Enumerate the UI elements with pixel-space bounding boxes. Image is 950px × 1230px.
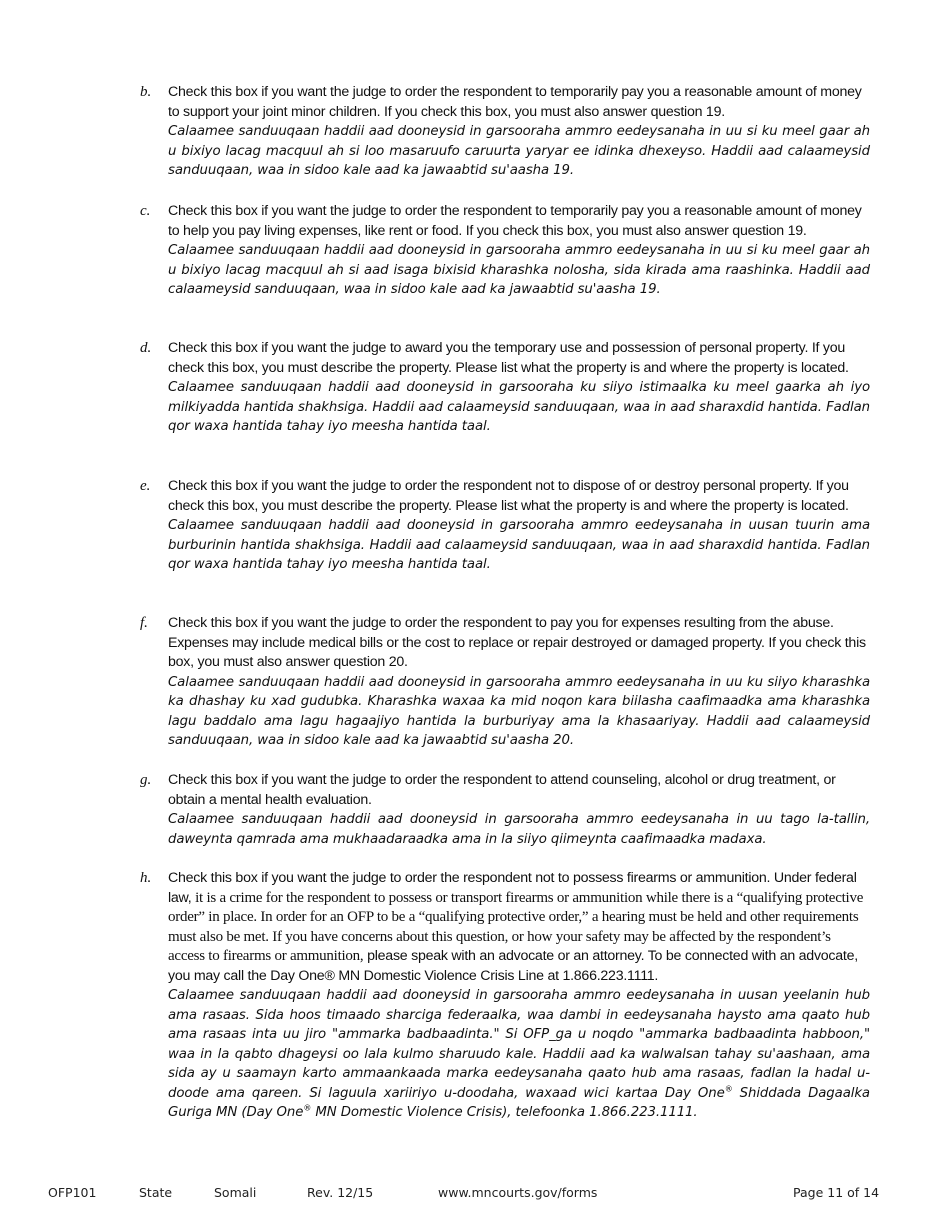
item-letter: c. [140,203,151,219]
item-english-text: Check this box if you want the judge to order the respondent to temporarily pay you a reasonable amount of money to support your joint minor children. If you check this box, you must also answer question 19. [168,84,862,120]
page-footer [0,1185,950,1203]
item-body [168,202,870,300]
item-body [168,771,870,849]
registered-mark: ® [303,1103,312,1113]
footer-jurisdiction: State [139,1185,173,1200]
item-letter: e. [140,478,151,494]
item-english-text: Check this box if you want the judge to order the respondent to pay you for expenses resulting from the abuse. Expenses may include medical bills or the cost to replace or repair destroyed or damaged property. If you check this box, you must also answer question 20. [168,615,866,670]
item-b [140,83,870,181]
english-text-serif-part: it is a crime for the respondent to possess or transport firearms or ammunition while there is a “qualifying protective order” in place. In order for an OFP to be a “qualifying protective order,” a hearing must be held and other requirements must also be met. If you have concerns about this question, or how your safety may be affected by the respondent’s access to firearms or ammunition, [168,889,864,964]
item-body [168,339,870,437]
item-english-text: Check this box if you want the judge to order the respondent to temporarily pay you a reasonable amount of money to help you pay living expenses, like rent or food. If you check this box, you must also answer question 19. [168,203,862,239]
item-somali-text: Calaamee sanduuqaan haddii aad dooneysid in garsooraha ammro eedeysanaha in uu si ku meel gaar ah u bixiyo lacag macquul ah si loo masaruufo caruurta yaryar ee idinka dhexeyso. Haddii aad calaameysid sanduuqaan, waa in sidoo kale aad ka jawaabtid su'aasha 19. [168,124,870,178]
item-letter: g. [140,772,152,788]
item-letter: h. [140,870,152,886]
footer-url: www.mncourts.gov/forms [438,1185,598,1200]
footer-revision: Rev. 12/15 [307,1185,374,1200]
item-body [168,869,870,1123]
item-somali-text: Calaamee sanduuqaan haddii aad dooneysid in garsooraha ammro eedeysanaha in uusan tuurin ama burburinin hantida shakhsiga. Haddii aad calaameysid sanduuqaan, waa in aad sharaxdid hantida. Fadlan qor waxa hantida tahay iyo meesha hantida taal. [168,518,870,572]
item-english-text [168,869,870,986]
registered-mark: ® [724,1084,733,1094]
item-h [140,869,870,1123]
english-text-part: please speak with an advocate or an attorney. To be connected with an advocate, you may call the Day One® MN Domestic Violence Crisis Line at 1.866.223.1111. [168,948,858,984]
item-g [140,771,870,849]
item-body [168,614,870,751]
item-letter: b. [140,84,152,100]
item-somali-text: Calaamee sanduuqaan haddii aad dooneysid in garsooraha ammro eedeysanaha in uu si ku meel gaar ah u bixiyo lacag macquul ah si aad isaga bixisid kharashka nolosha, sida kirada ama raashinka. Haddii aad calaameysid sanduuqaan, waa in sidoo kale aad ka jawaabtid su'aasha 19. [168,243,870,297]
item-english-text: Check this box if you want the judge to award you the temporary use and possession of personal property. If you check this box, you must describe the property. Please list what the property is and where the property is located. [168,340,849,376]
english-text-part: Check this box if you want the judge to order the respondent not to possess firearms or ammunition. Under federal law, [168,870,857,906]
item-letter: d. [140,340,152,356]
item-letter: f. [140,615,148,631]
somali-text-part: Calaamee sanduuqaan haddii aad dooneysid in garsooraha ammro eedeysanaha in uusan yeelanin hub ama rasaas. Sida hoos timaado sharciga federaalka, waa dambi in eedeysanaha haysto ama qaato hub ama rasaas inta uu jiro "ammarka badbaadinta." Si OFP_ga u noqdo "ammarka badbaadinta habboon," waa in la qabto dhageysi oo lala kulmo sharuudo kale. Haddii aad ka walwalsan tahay su'aashaan, ama sida ay u saamayn karto ammaankaada marka eedeysanaha qaato hub ama rasaas, fadlan la hadal u-doode ama qareen. Si laguula xariiriyo u-doodaha, waxaad wici kartaa Day One [168,988,870,1101]
item-e [140,477,870,575]
footer-page-number: Page 11 of 14 [793,1185,880,1200]
item-english-text: Check this box if you want the judge to order the respondent not to dispose of or destroy personal property. If you check this box, you must describe the property. Please list what the property is and where the property is located. [168,478,849,514]
item-somali-text: Calaamee sanduuqaan haddii aad dooneysid in garsooraha ku siiyo istimaalka ku meel gaarka ah iyo milkiyadda hantida shakhsiga. Haddii aad calaameysid sanduuqaan, waa in aad sharaxdid hantida. Fadlan qor waxa hantida tahay iyo meesha hantida taal. [168,380,870,434]
footer-language: Somali [214,1185,257,1200]
item-body [168,83,870,181]
footer-form-id: OFP101 [48,1185,97,1200]
item-somali-text: Calaamee sanduuqaan haddii aad dooneysid in garsooraha ammro eedeysanaha in uu ku siiyo kharashka ka dhashay ku xad gudubka. Kharashka waxaa ka mid noqon kara biilasha caafimaadka ama kharashka lagu baddalo ama lagu hagaajiyo hantida la burburiyay ama la khasaariyay. Haddii aad calaameysid sanduuqaan, waa in sidoo kale aad ka jawaabtid su'aasha 20. [168,674,870,748]
somali-text-part: MN Domestic Violence Crisis), telefoonka 1.866.223.1111. [311,1105,698,1120]
item-f [140,614,870,751]
item-somali-text [168,986,870,1123]
item-english-text: Check this box if you want the judge to order the respondent to attend counseling, alcohol or drug treatment, or obtain a mental health evaluation. [168,772,836,808]
item-d [140,339,870,437]
item-somali-text: Calaamee sanduuqaan haddii aad dooneysid in garsooraha ammro eedeysanaha in uu tago la-tallin, daweynta qamrada ama mukhaadaraadka ama in la siiyo qiimeynta caafimaadka madaxa. [168,812,870,847]
somali-text-part: Shiddada Dagaalka Guriga MN (Day One [168,1085,870,1120]
item-c [140,202,870,300]
item-body [168,477,870,575]
